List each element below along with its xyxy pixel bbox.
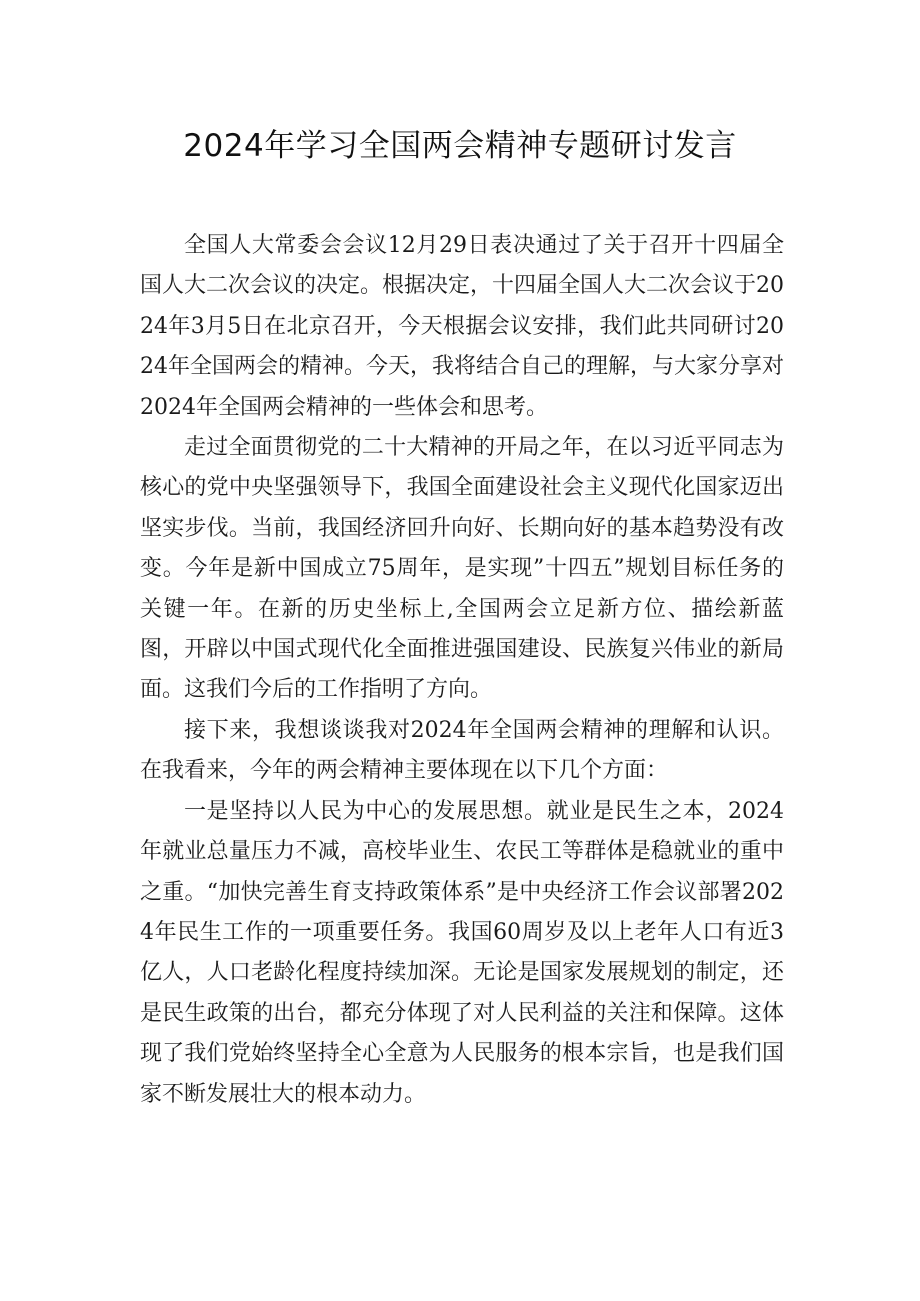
paragraph-3: 接下来，我想谈谈我对2024年全国两会精神的理解和认识。在我看来，今年的两会精神主要体现在以下几个方面： — [140, 717, 784, 784]
paragraph-4: 一是坚持以人民为中心的发展思想。就业是民生之本，2024年就业总量压力不减，高校毕业生、农民工等群体是稳就业的重中之重。“加快完善生育支持政策体系”是中央经济工作会议部署2024年民生工作的一项重要任务。我国60周岁及以上老年人口有近3亿人，人口老龄化程度持续加深。无论是国家发展规划的制定，还是民生政策的出台，都充分体现了对人民利益的关注和保障。这体现了我们党始终坚持全心全意为人民服务的根本宗旨，也是我们国家不断发展壮大的根本动力。 — [140, 798, 784, 1107]
paragraph-1: 全国人大常委会会议12月29日表决通过了关于召开十四届全国人大二次会议的决定。根据决定，十四届全国人大二次会议于2024年3月5日在北京召开，今天根据会议安排，我们此共同研讨2024年全国两会的精神。今天，我将结合自己的理解，与大家分享对2024年全国两会精神的一些体会和思考。 — [140, 233, 784, 420]
paragraph-2: 走过全面贯彻党的二十大精神的开局之年，在以习近平同志为核心的党中央坚强领导下，我国全面建设社会主义现代化国家迈出坚实步伐。当前，我国经济回升向好、长期向好的基本趋势没有改变。今年是新中国成立75周年，是实现”十四五”规划目标任务的关键一年。在新的历史坐标上,全国两会立足新方位、描绘新蓝图，开辟以中国式现代化全面推进强国建设、民族复兴伟业的新局面。这我们今后的工作指明了方向。 — [140, 435, 784, 703]
document-title: 2024年学习全国两会精神专题研讨发言 — [183, 128, 737, 164]
document-body — [140, 226, 784, 1115]
